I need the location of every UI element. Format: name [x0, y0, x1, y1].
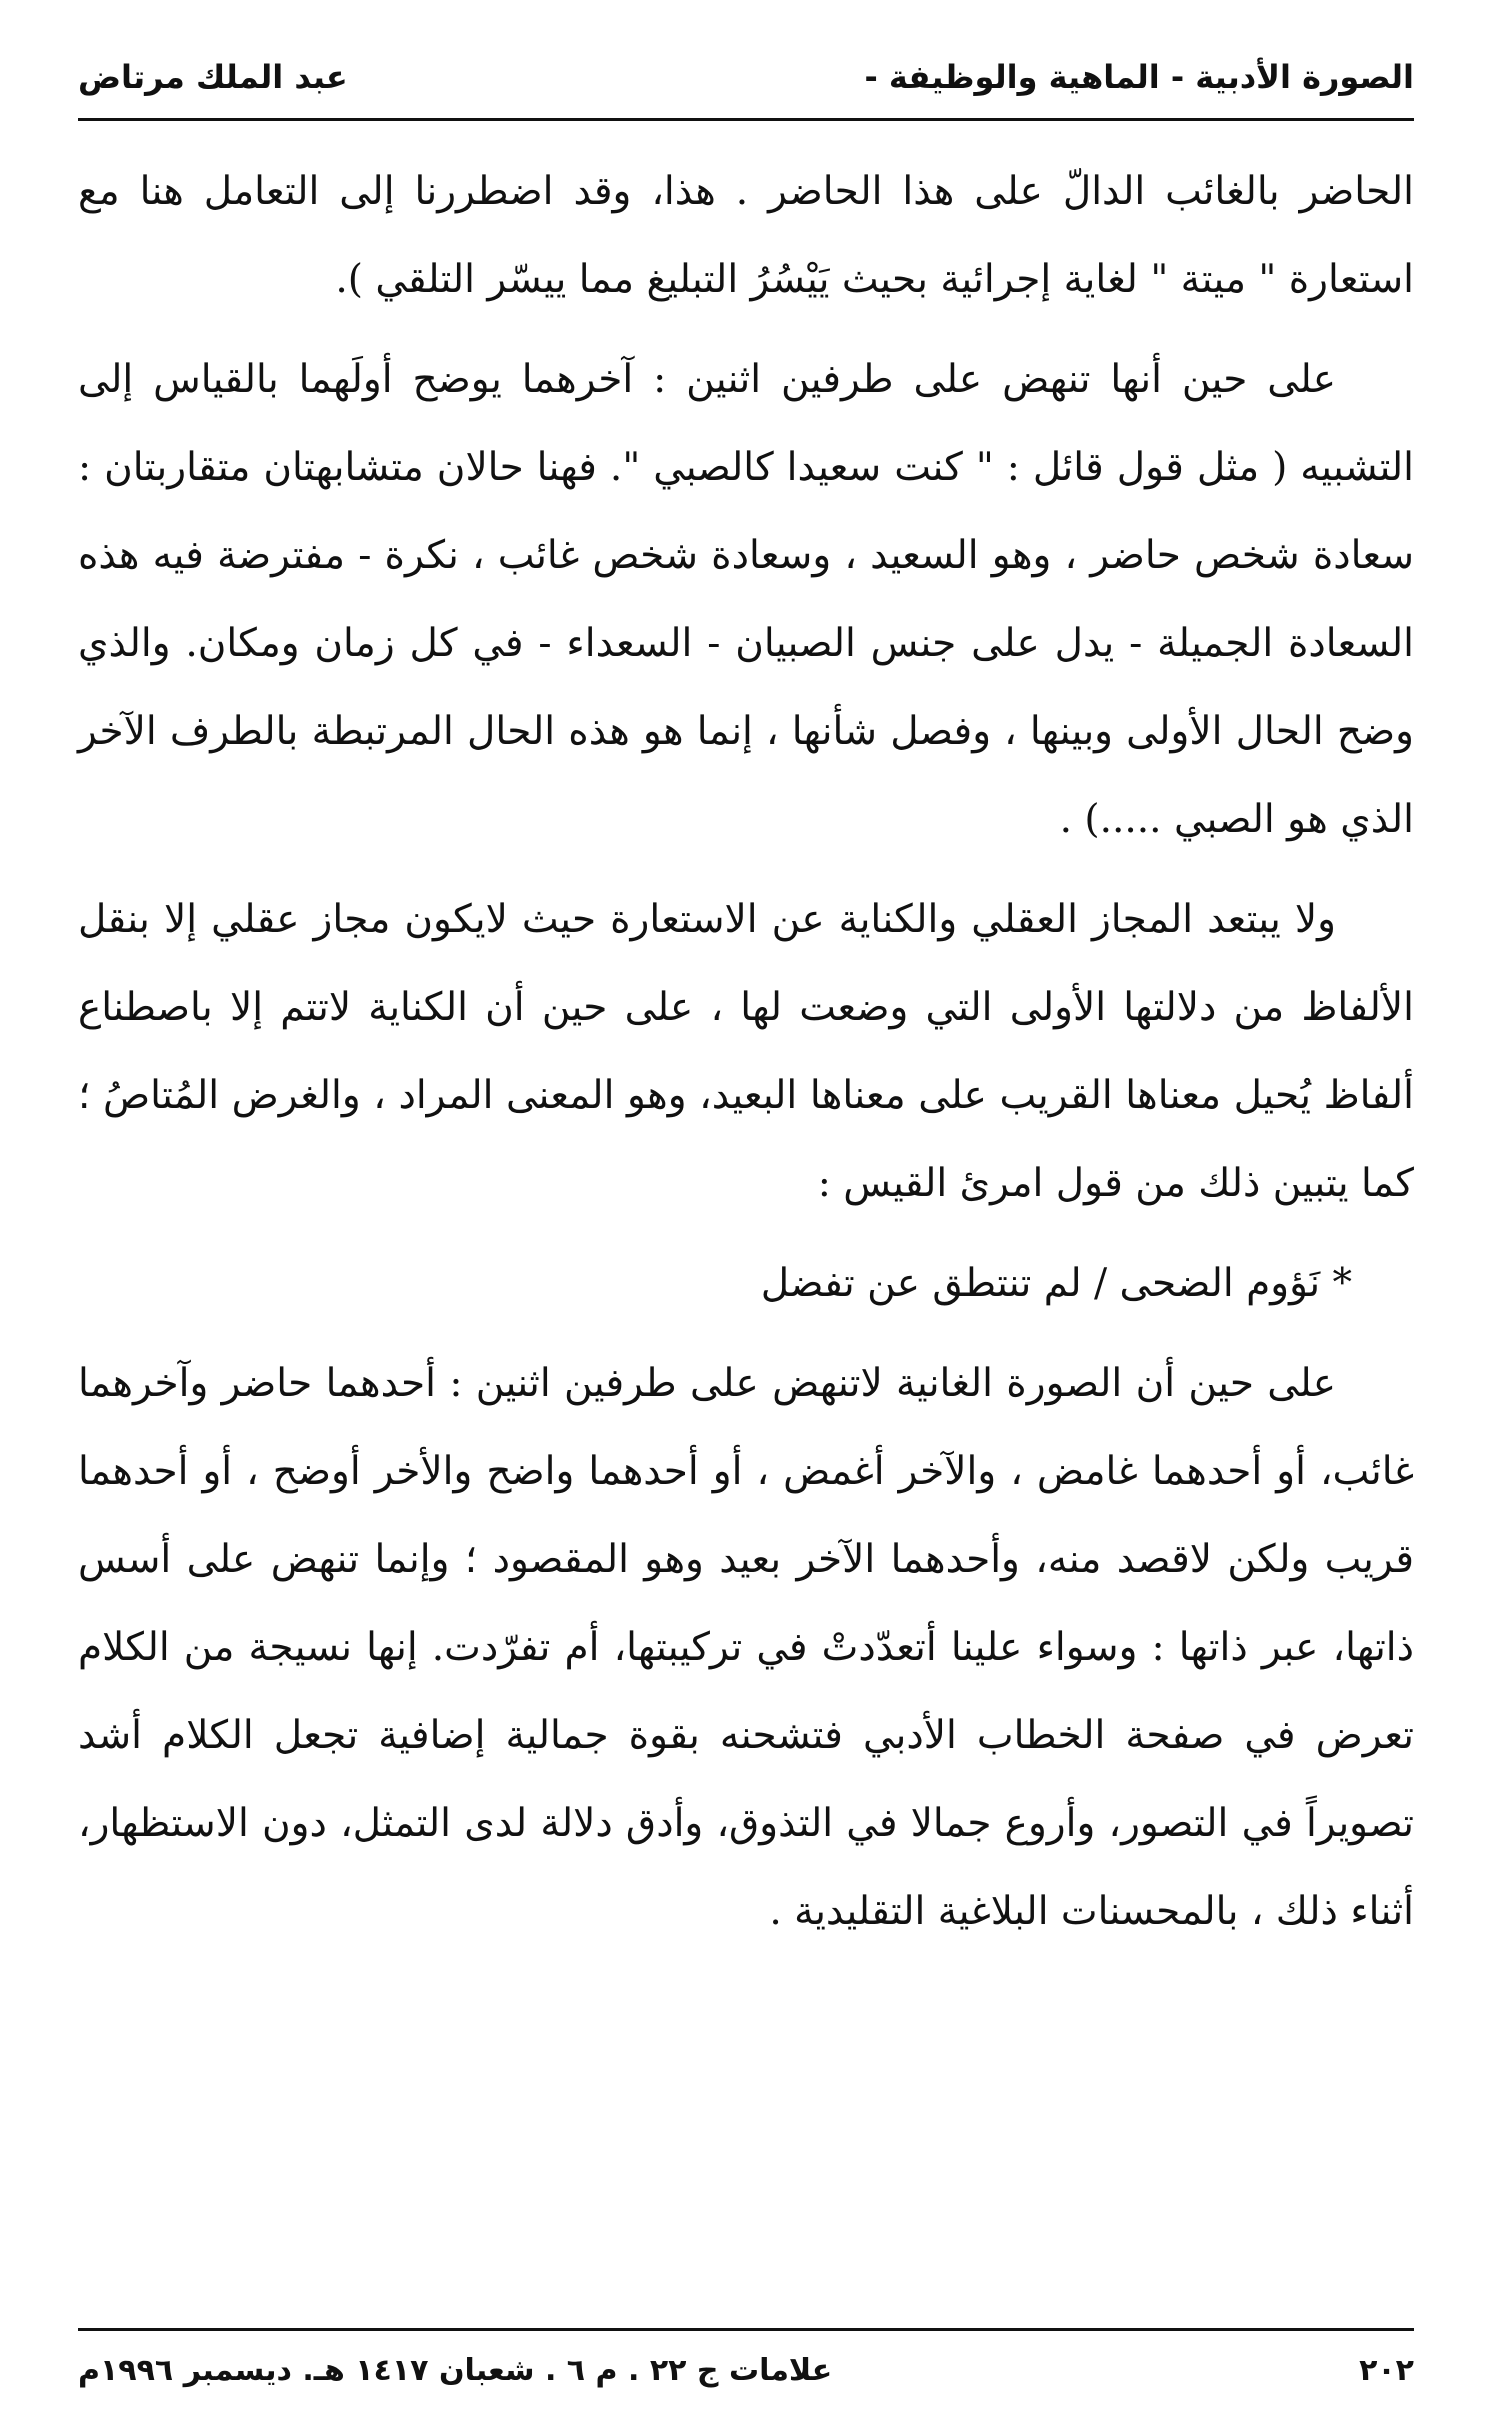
- body-text: [78, 148, 1414, 1968]
- paragraph: على حين أن الصورة الغانية لاتنهض على طرفين اثنين : أحدهما حاضر وآخرهما غائب، أو أحدهما غامض ، والآخر أغمض ، أو أحدهما واضح والأخر أوضح ، أو أحدهما قريب ولكن لاقصد منه، وأحدهما الآخر بعيد وهو المقصود ؛ وإنما تنهض على أسس ذاتها، عبر ذاتها : وسواء علينا أتعدّدتْ في تركيبتها، أم تفرّدت. إنها نسيجة من الكلام تعرض في صفحة الخطاب الأدبي فتشحنه بقوة جمالية إضافية تجعل الكلام أشد تصويراً في التصور، وأروع جمالا في التذوق، وأدق دلالة لدى التمثل، دون الاستظهار، أثناء ذلك ، بالمحسنات البلاغية التقليدية .: [78, 1361, 1414, 1934]
- paragraph: الحاضر بالغائب الدالّ على هذا الحاضر . هذا، وقد اضطررنا إلى التعامل هنا مع استعارة " ميتة " لغاية إجرائية بحيث يَيْسُرُ التبليغ مما ييسّر التلقي ).: [78, 169, 1414, 302]
- journal-info: علامات ج ٢٢ . م ٦ . شعبان ١٤١٧ هـ. ديسمبر ١٩٩٦م: [78, 2352, 833, 2388]
- running-footer: [78, 2342, 1414, 2398]
- page-number: ٢٠٢: [1359, 2352, 1414, 2388]
- paragraph: ولا يبتعد المجاز العقلي والكناية عن الاستعارة حيث لايكون مجاز عقلي إلا بنقل الألفاظ من دلالتها الأولى التي وضعت لها ، على حين أن الكناية لاتتم إلا باصطناع ألفاظ يُحيل معناها القريب على معناها البعيد، وهو المعنى المراد ، والغرض المُتاصُ ؛ كما يتبين ذلك من قول امرئ القيس :: [78, 897, 1414, 1206]
- paragraph: على حين أنها تنهض على طرفين اثنين : آخرهما يوضح أولَهما بالقياس إلى التشبيه ( مثل قول قائل : " كنت سعيدا كالصبي ". فهنا حالان متشابهتان متقاربتان : سعادة شخص حاضر ، وهو السعيد ، وسعادة شخص غائب ، نكرة - مفترضة فيه هذه السعادة الجميلة - يدل على جنس الصبيان - السعداء - في كل زمان ومكان. والذي وضح الحال الأولى وبينها ، وفصل شأنها ، إنما هو هذه الحال المرتبطة بالطرف الآخر الذي هو الصبي .....) .: [78, 357, 1414, 842]
- poetry-verse: * نَؤوم الضحى / لم تنتطق عن تفضل: [760, 1261, 1352, 1306]
- header-title: الصورة الأدبية - الماهية والوظيفة -: [864, 58, 1414, 96]
- running-header: [78, 52, 1414, 102]
- header-author: عبد الملك مرتاض: [78, 58, 348, 96]
- footer-divider: [78, 2328, 1414, 2331]
- header-divider: [78, 118, 1414, 121]
